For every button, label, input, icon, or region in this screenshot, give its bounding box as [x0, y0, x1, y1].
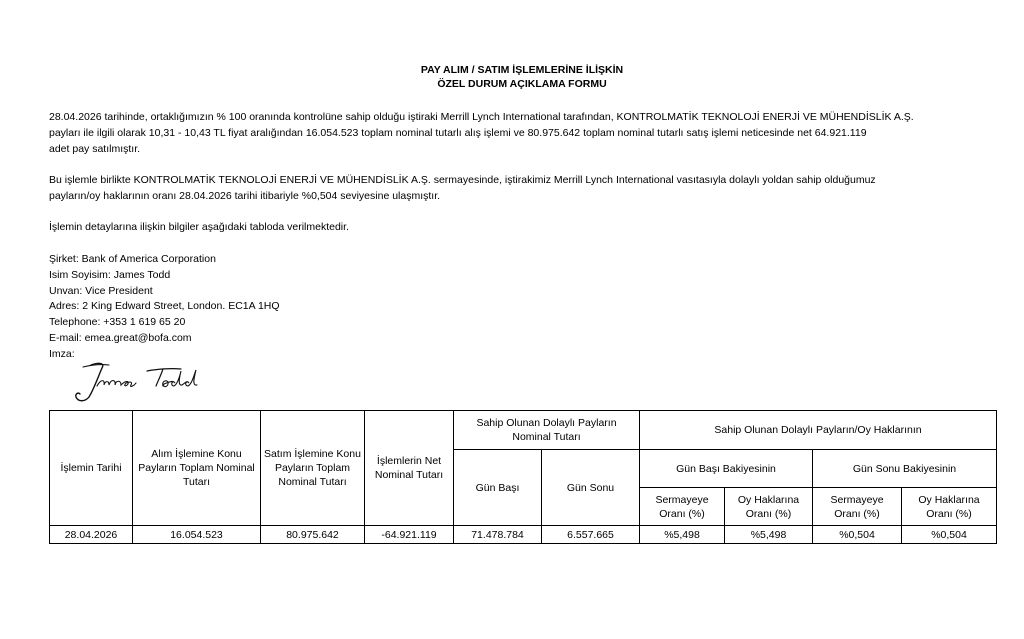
header-start-capital-ratio: Sermayeye Oranı (%)	[640, 488, 725, 526]
cell-net: -64.921.119	[365, 526, 454, 544]
cell-start-vote: %5,498	[725, 526, 813, 544]
paragraph-details: İşlemin detaylarına ilişkin bilgiler aşağıdaki tabloda verilmektedir.	[49, 221, 349, 233]
cell-start-capital: %5,498	[640, 526, 725, 544]
transactions-table	[49, 410, 997, 544]
header-net-total: İşlemlerin Net Nominal Tutarı	[365, 411, 454, 526]
header-owned-start: Gün Başı	[454, 450, 542, 526]
cell-buy: 16.054.523	[133, 526, 261, 544]
paragraph-transaction	[49, 109, 989, 157]
header-ratio-start: Gün Başı Bakiyesinin	[640, 450, 813, 488]
cell-owned-end: 6.557.665	[542, 526, 640, 544]
contact-name: Isim Soyisim: James Todd	[49, 268, 171, 281]
handwritten-signature	[71, 359, 211, 405]
cell-end-capital: %0,504	[813, 526, 902, 544]
header-end-vote-ratio: Oy Haklarına Oranı (%)	[902, 488, 997, 526]
header-sell-total: Satım İşlemine Konu Payların Toplam Nominal Tutarı	[261, 411, 365, 526]
table-row	[50, 526, 997, 544]
paragraph-line: 28.04.2026 tarihinde, ortaklığımızın % 100 oranında kontrolüne sahip olduğu iştiraki Merrill Lynch International tarafından, KONTROLMATİK TEKNOLOJİ ENERJİ VE MÜHENDİSLİK A.Ş.	[49, 111, 914, 123]
header-start-vote-ratio: Oy Haklarına Oranı (%)	[725, 488, 813, 526]
cell-sell: 80.975.642	[261, 526, 365, 544]
contact-phone: Telephone: +353 1 619 65 20	[49, 316, 186, 329]
cell-owned-start: 71.478.784	[454, 526, 542, 544]
contact-block	[49, 252, 280, 363]
contact-email: E-mail: emea.great@bofa.com	[49, 331, 192, 344]
header-buy-total: Alım İşlemine Konu Payların Toplam Nominal Tutarı	[133, 411, 261, 526]
paragraph-line: Bu işlemle birlikte KONTROLMATİK TEKNOLOJİ ENERJİ VE MÜHENDİSLİK A.Ş. sermayesinde, iştirakimiz Merrill Lynch International vasıtasıyla dolaylı yoldan sahip olduğumuz	[49, 174, 876, 186]
form-title-line2: ÖZEL DURUM AÇIKLAMA FORMU	[437, 78, 607, 90]
paragraph-line: payları ile ilgili olarak 10,31 - 10,43 TL fiyat aralığından 16.054.523 toplam nominal tutarlı alış işlemi ve 80.975.642 toplam nominal tutarlı satış işlemi neticesinde net 64.921.119	[49, 127, 867, 139]
signature-label: Imza:	[49, 347, 75, 360]
contact-address: Adres: 2 King Edward Street, London. EC1A 1HQ	[49, 300, 280, 313]
paragraph-line: payların/oy haklarının oranı 28.04.2026 tarihi itibariyle %0,504 seviyesine ulaşmıştır.	[49, 190, 441, 202]
header-end-capital-ratio: Sermayeye Oranı (%)	[813, 488, 902, 526]
header-date: İşlemin Tarihi	[50, 411, 133, 526]
header-ratio-end: Gün Sonu Bakiyesinin	[813, 450, 997, 488]
header-owned-ratio: Sahip Olunan Dolaylı Payların/Oy Haklarının	[640, 411, 997, 450]
cell-end-vote: %0,504	[902, 526, 997, 544]
form-title-line1: PAY ALIM / SATIM İŞLEMLERİNE İLİŞKİN	[420, 64, 624, 76]
cell-date: 28.04.2026	[50, 526, 133, 544]
header-owned-end: Gün Sonu	[542, 450, 640, 526]
contact-company: Şirket: Bank of America Corporation	[49, 253, 216, 265]
header-owned-nominal: Sahip Olunan Dolaylı Payların Nominal Tutarı	[454, 411, 640, 450]
paragraph-line: adet pay satılmıştır.	[49, 143, 141, 155]
paragraph-ownership	[49, 172, 989, 204]
contact-title: Unvan: Vice President	[49, 284, 153, 297]
